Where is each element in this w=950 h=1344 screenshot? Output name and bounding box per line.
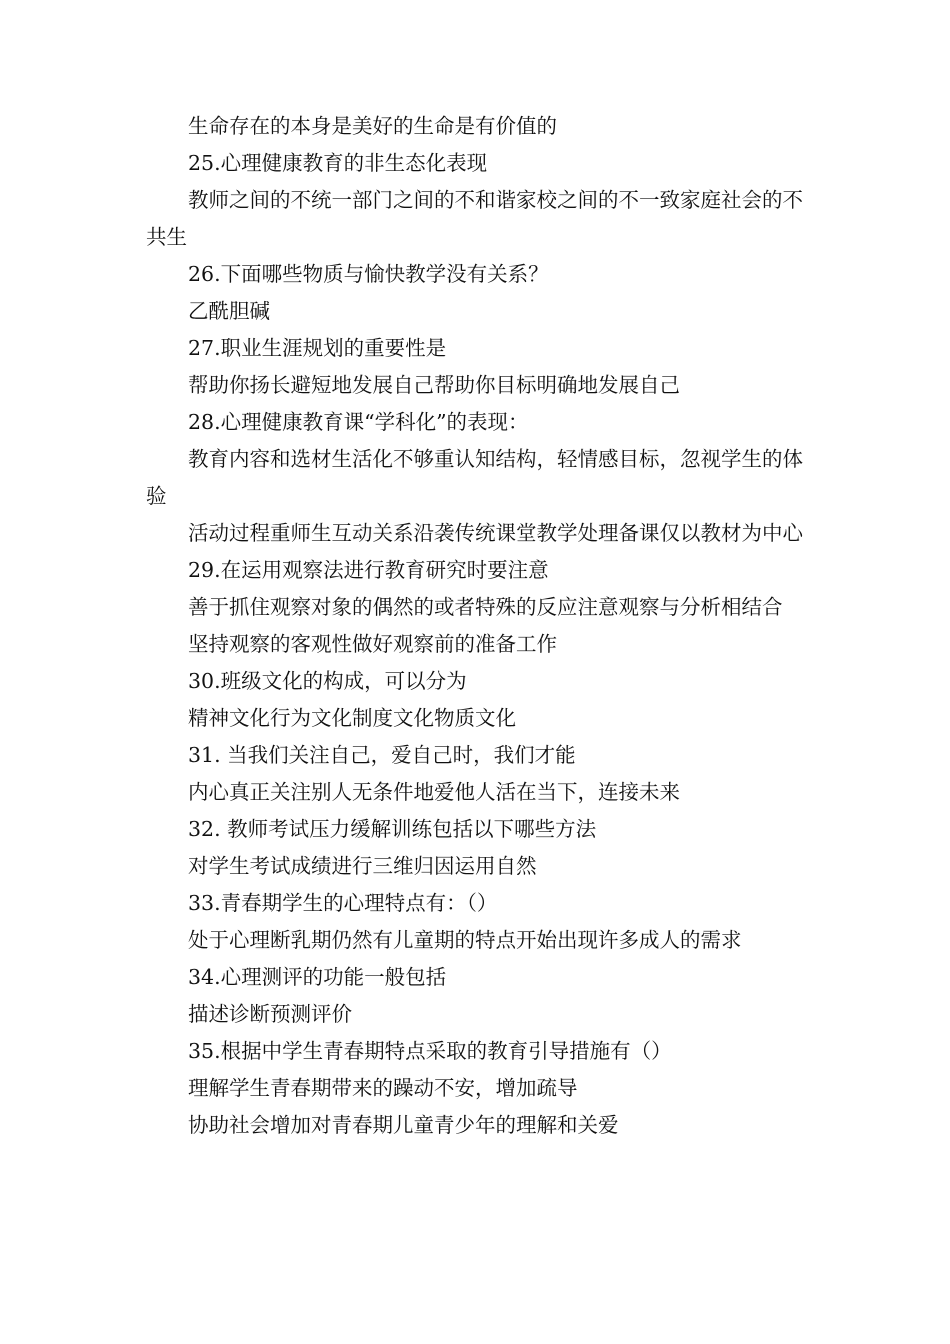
answer-paragraph: 对学生考试成绩进行三维归因运用自然 [188,854,537,878]
answer-paragraph: 乙酰胆碱 [188,299,270,323]
answer-paragraph: 教师之间的不统一部门之间的不和谐家校之间的不一致家庭社会的不共生 [146,188,803,249]
answer-paragraph: 内心真正关注别人无条件地爱他人活在当下，连接未来 [188,780,680,804]
answer-paragraph: 精神文化行为文化制度文化物质文化 [188,706,516,730]
question-29: 29.在运用观察法进行教育研究时要注意 [188,558,549,582]
question-27: 27.职业生涯规划的重要性是 [188,336,447,360]
question-26: 26.下面哪些物质与愉快教学没有关系？ [188,262,549,286]
answer-paragraph: 帮助你扬长避短地发展自己帮助你目标明确地发展自己 [188,373,680,397]
answer-paragraph: 描述诊断预测评价 [188,1002,352,1026]
question-33: 33.青春期学生的心理特点有：（） [188,891,498,915]
question-32: 32. 教师考试压力缓解训练包括以下哪些方法 [188,817,597,841]
question-28: 28.心理健康教育课“学科化”的表现： [188,410,529,434]
answer-paragraph: 理解学生青春期带来的躁动不安，增加疏导 [188,1076,578,1100]
question-30: 30.班级文化的构成，可以分为 [188,669,467,693]
question-31: 31. 当我们关注自己，爱自己时，我们才能 [188,743,576,767]
answer-paragraph: 处于心理断乳期仍然有儿童期的特点开始出现许多成人的需求 [188,928,742,952]
answer-paragraph: 生命存在的本身是美好的生命是有价值的 [188,114,557,138]
answer-paragraph: 协助社会增加对青春期儿童青少年的理解和关爱 [188,1113,619,1137]
question-35: 35.根据中学生青春期特点采取的教育引导措施有（） [188,1039,672,1063]
question-34: 34.心理测评的功能一般包括 [188,965,447,989]
answer-paragraph: 坚持观察的客观性做好观察前的准备工作 [188,632,557,656]
answer-paragraph: 善于抓住观察对象的偶然的或者特殊的反应注意观察与分析相结合 [188,595,783,619]
document-body [146,108,812,1144]
question-25: 25.心理健康教育的非生态化表现 [188,151,488,175]
answer-paragraph: 活动过程重师生互动关系沿袭传统课堂教学处理备课仅以教材为中心 [188,521,803,545]
answer-paragraph: 教育内容和选材生活化不够重认知结构，轻情感目标，忽视学生的体验 [146,447,803,508]
